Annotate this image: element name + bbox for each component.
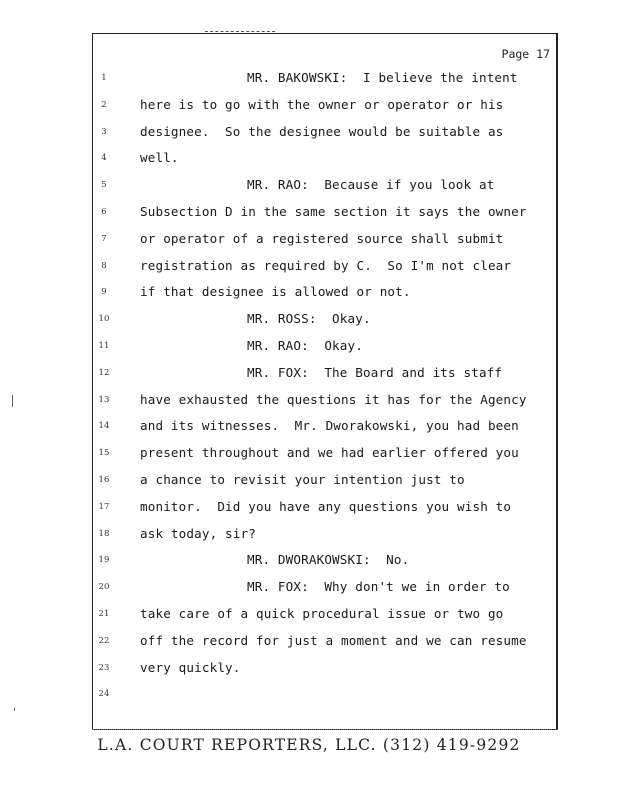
transcript-line — [93, 177, 556, 197]
line-number: 17 — [98, 501, 110, 512]
line-text: and its witnesses. Mr. Dworakowski, you had been — [140, 418, 519, 434]
line-text: have exhausted the questions it has for the Agency — [140, 391, 527, 407]
line-text: very quickly. — [140, 659, 241, 675]
line-number: 12 — [98, 367, 110, 378]
line-number: 20 — [98, 582, 110, 593]
transcript-line — [93, 579, 556, 599]
transcript-line — [93, 472, 556, 492]
transcript-line — [93, 552, 556, 572]
transcript-line — [93, 204, 556, 224]
line-text: if that designee is allowed or not. — [140, 284, 411, 300]
line-text: MR. RAO: Because if you look at — [247, 177, 495, 193]
line-text: Subsection D in the same section it says the owner — [140, 204, 527, 219]
line-number: 9 — [101, 287, 107, 298]
scan-margin-mark — [14, 708, 15, 711]
line-text: designee. So the designee would be suitable as — [140, 123, 504, 139]
line-text: off the record for just a moment and we can resume — [140, 632, 527, 648]
line-number: 16 — [98, 475, 110, 485]
footer-divider — [92, 729, 558, 730]
line-number: 15 — [98, 448, 110, 459]
line-number: 22 — [98, 635, 110, 646]
scan-margin-mark — [12, 395, 13, 407]
line-number: 13 — [98, 394, 110, 405]
line-text: MR. BAKOWSKI: I believe the intent — [247, 70, 518, 85]
transcript-line — [93, 284, 556, 304]
transcript-line — [93, 526, 556, 546]
line-text: here is to go with the owner or operator or his — [140, 96, 504, 112]
line-number: 24 — [98, 689, 110, 700]
line-number: 18 — [98, 528, 110, 539]
transcript-line — [93, 365, 556, 385]
line-text: MR. FOX: Why don't we in order to — [247, 579, 510, 595]
line-text: or operator of a registered source shall submit — [140, 230, 504, 246]
transcript-line — [93, 311, 556, 331]
line-number: 19 — [98, 555, 110, 566]
line-text: registration as required by C. So I'm not clear — [140, 257, 512, 273]
transcript-line — [93, 499, 556, 519]
transcript-line — [93, 70, 556, 90]
line-number: 4 — [101, 153, 107, 164]
line-text: MR. DWORAKOWSKI: No. — [247, 552, 410, 568]
transcript-line — [93, 97, 556, 117]
line-text: MR. FOX: The Board and its staff — [247, 364, 503, 380]
line-number: 7 — [101, 233, 107, 244]
transcript-page — [92, 33, 558, 730]
line-number: 2 — [101, 99, 107, 110]
page-number: Page 17 — [501, 47, 550, 61]
line-number: 3 — [101, 126, 107, 137]
line-text: take care of a quick procedural issue or two go — [140, 606, 504, 621]
transcript-line — [93, 418, 556, 438]
transcript-line — [93, 660, 556, 680]
line-number: 21 — [98, 609, 110, 619]
transcript-line — [93, 150, 556, 170]
line-number: 11 — [98, 341, 110, 351]
line-number: 5 — [101, 180, 107, 191]
line-text: monitor. Did you have any questions you wish to — [140, 498, 512, 514]
line-number: 6 — [101, 207, 107, 217]
line-text: present throughout and we had earlier offered you — [140, 445, 519, 461]
transcript-line — [93, 445, 556, 465]
line-number: 14 — [98, 421, 110, 432]
line-text: MR. ROSS: Okay. — [247, 311, 371, 327]
line-text: MR. RAO: Okay. — [247, 338, 363, 353]
transcript-line — [93, 606, 556, 626]
transcript-line — [93, 258, 556, 278]
line-number: 1 — [101, 73, 107, 83]
transcript-line — [93, 124, 556, 144]
court-reporter-footer: L.A. COURT REPORTERS, LLC. (312) 419-9292 — [97, 736, 521, 754]
line-number: 8 — [101, 260, 107, 271]
line-number: 23 — [98, 662, 110, 673]
transcript-line — [93, 686, 556, 706]
transcript-line — [93, 338, 556, 358]
transcript-line — [93, 231, 556, 251]
line-text: well. — [140, 150, 179, 166]
line-text: ask today, sir? — [140, 525, 256, 541]
line-number: 10 — [98, 314, 110, 325]
transcript-line — [93, 392, 556, 412]
line-text: a chance to revisit your intention just to — [140, 472, 465, 487]
transcript-line — [93, 633, 556, 653]
